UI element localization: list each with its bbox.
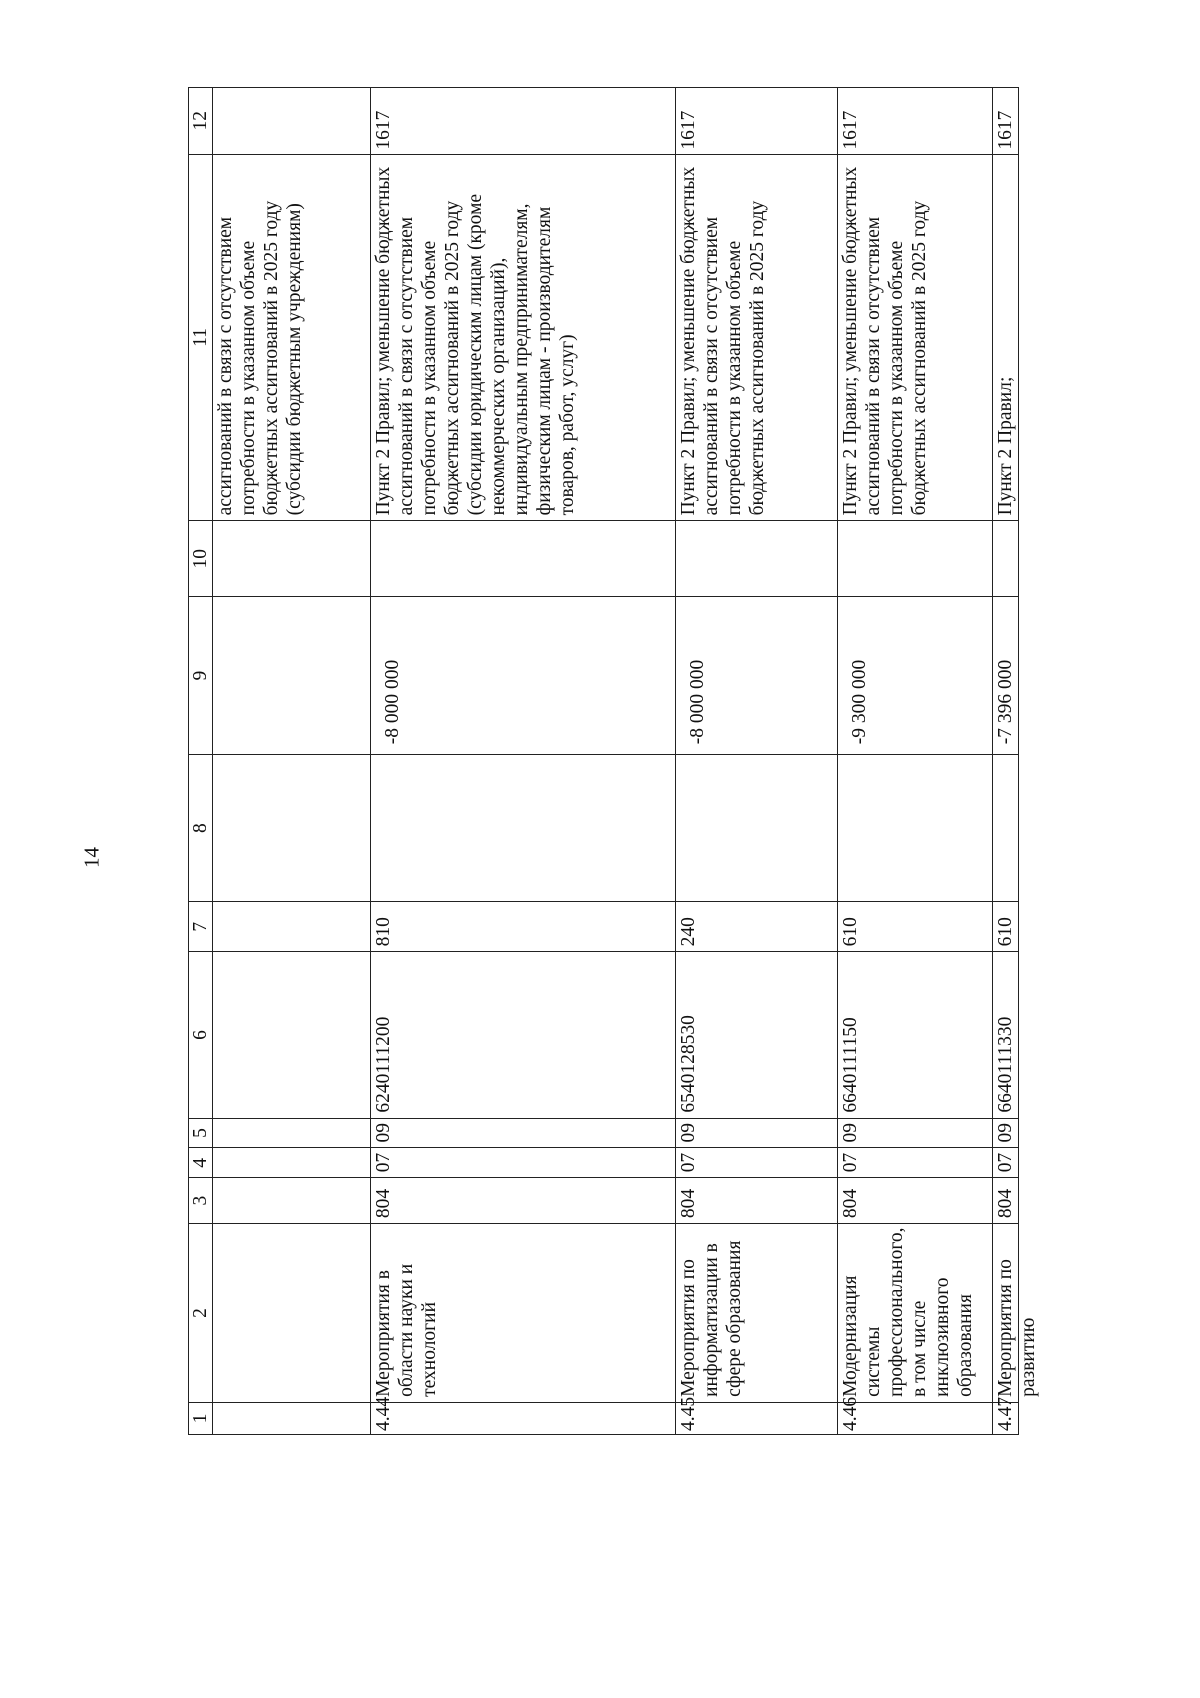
cell [213,88,371,155]
table-row [371,88,676,1435]
row-number: 4.47 [993,1402,1019,1434]
col-header-5: 5 [189,1118,213,1148]
row-description: Пункт 2 Правил; уменьшение бюджетных ассигнований в связи с отсутствием потребности в указанном объеме бюджетных ассигнований в 2025 году [676,154,838,521]
budget-changes-table [188,87,1039,1435]
row-grbs: 804 [838,1178,993,1224]
col-header-11: 11 [189,154,213,521]
row-rz: 07 [838,1148,993,1178]
table-row [676,88,838,1435]
cell [213,755,371,902]
row-vr: 610 [993,901,1019,951]
col-header-3: 3 [189,1178,213,1224]
col-header-9: 9 [189,597,213,755]
cell [213,1148,371,1178]
row-description: Пункт 2 Правил; [993,154,1019,521]
row-amount: -9 300 000 [838,597,993,755]
cell [213,901,371,951]
row-pr: 09 [676,1118,838,1148]
row-number: 4.44 [371,1402,676,1434]
row-rz: 07 [993,1148,1019,1178]
col-header-7: 7 [189,901,213,951]
page-number: 14 [79,847,104,868]
row-name: Мероприятия по развитию [995,1259,1039,1397]
table-row [993,88,1019,1435]
cell [213,952,371,1118]
row-number: 4.45 [676,1402,838,1434]
row-code: 1617 [993,88,1019,155]
cell [213,1178,371,1224]
row-col8 [676,755,838,902]
row-amount: -7 396 000 [993,597,1019,755]
row-code: 1617 [676,88,838,155]
row-col10 [676,521,838,597]
col-header-2: 2 [189,1224,213,1403]
row-grbs: 804 [676,1178,838,1224]
row-description: Пункт 2 Правил; уменьшение бюджетных ассигнований в связи с отсутствием потребности в указанном объеме бюджетных ассигнований в 2025 году (субсидии юридическим лицам (кроме некоммерческих организаций), индивидуальным предпринимателям, физическим лицам - производителям товаров, работ, услуг) [371,154,676,521]
row-name: Модернизация системы профессионального, в том числе инклюзивного образования [838,1224,993,1403]
row-vr: 810 [371,901,676,951]
cell [213,1118,371,1148]
table-row [838,88,993,1435]
col-header-1: 1 [189,1402,213,1434]
col-header-10: 10 [189,521,213,597]
row-pr: 09 [371,1118,676,1148]
row-pr: 09 [838,1118,993,1148]
row-grbs: 804 [371,1178,676,1224]
cell [213,521,371,597]
col-header-8: 8 [189,755,213,902]
row-description: Пункт 2 Правил; уменьшение бюджетных ассигнований в связи с отсутствием потребности в указанном объеме бюджетных ассигнований в 2025 году [838,154,993,521]
row-col10 [371,521,676,597]
cell [213,1402,371,1434]
cell [213,1224,371,1403]
row-col10 [838,521,993,597]
row-amount: -8 000 000 [371,597,676,755]
row-rz: 07 [676,1148,838,1178]
col-header-6: 6 [189,952,213,1118]
row-vr: 240 [676,901,838,951]
col-header-12: 12 [189,88,213,155]
cell [213,597,371,755]
table-container [188,87,1039,1435]
row-vr: 610 [838,901,993,951]
header-row [189,88,213,1435]
row-rz: 07 [371,1148,676,1178]
row-col10 [993,521,1019,597]
row-code: 1617 [371,88,676,155]
row-pr: 09 [993,1118,1019,1148]
row-name-cell [993,1224,1039,1403]
row-amount: -8 000 000 [676,597,838,755]
row-col8 [838,755,993,902]
table-row-continuation [213,88,371,1435]
row-name: Мероприятия в области науки и технологий [371,1224,676,1403]
row-csr: 6540128530 [676,952,838,1118]
row-col8 [993,755,1019,902]
row-csr: 6240111200 [371,952,676,1118]
row-grbs: 804 [993,1178,1019,1224]
row-name: Мероприятия по информатизации в сфере образования [676,1224,838,1403]
row-description: ассигнований в связи с отсутствием потребности в указанном объеме бюджетных ассигнований в 2025 году (субсидии бюджетным учреждениям) [213,154,371,521]
row-col8 [371,755,676,902]
row-csr: 6640111150 [838,952,993,1118]
rotated-sheet [188,87,1039,1435]
row-number: 4.46 [838,1402,993,1434]
col-header-4: 4 [189,1148,213,1178]
row-code: 1617 [838,88,993,155]
row-csr: 6640111330 [993,952,1019,1118]
